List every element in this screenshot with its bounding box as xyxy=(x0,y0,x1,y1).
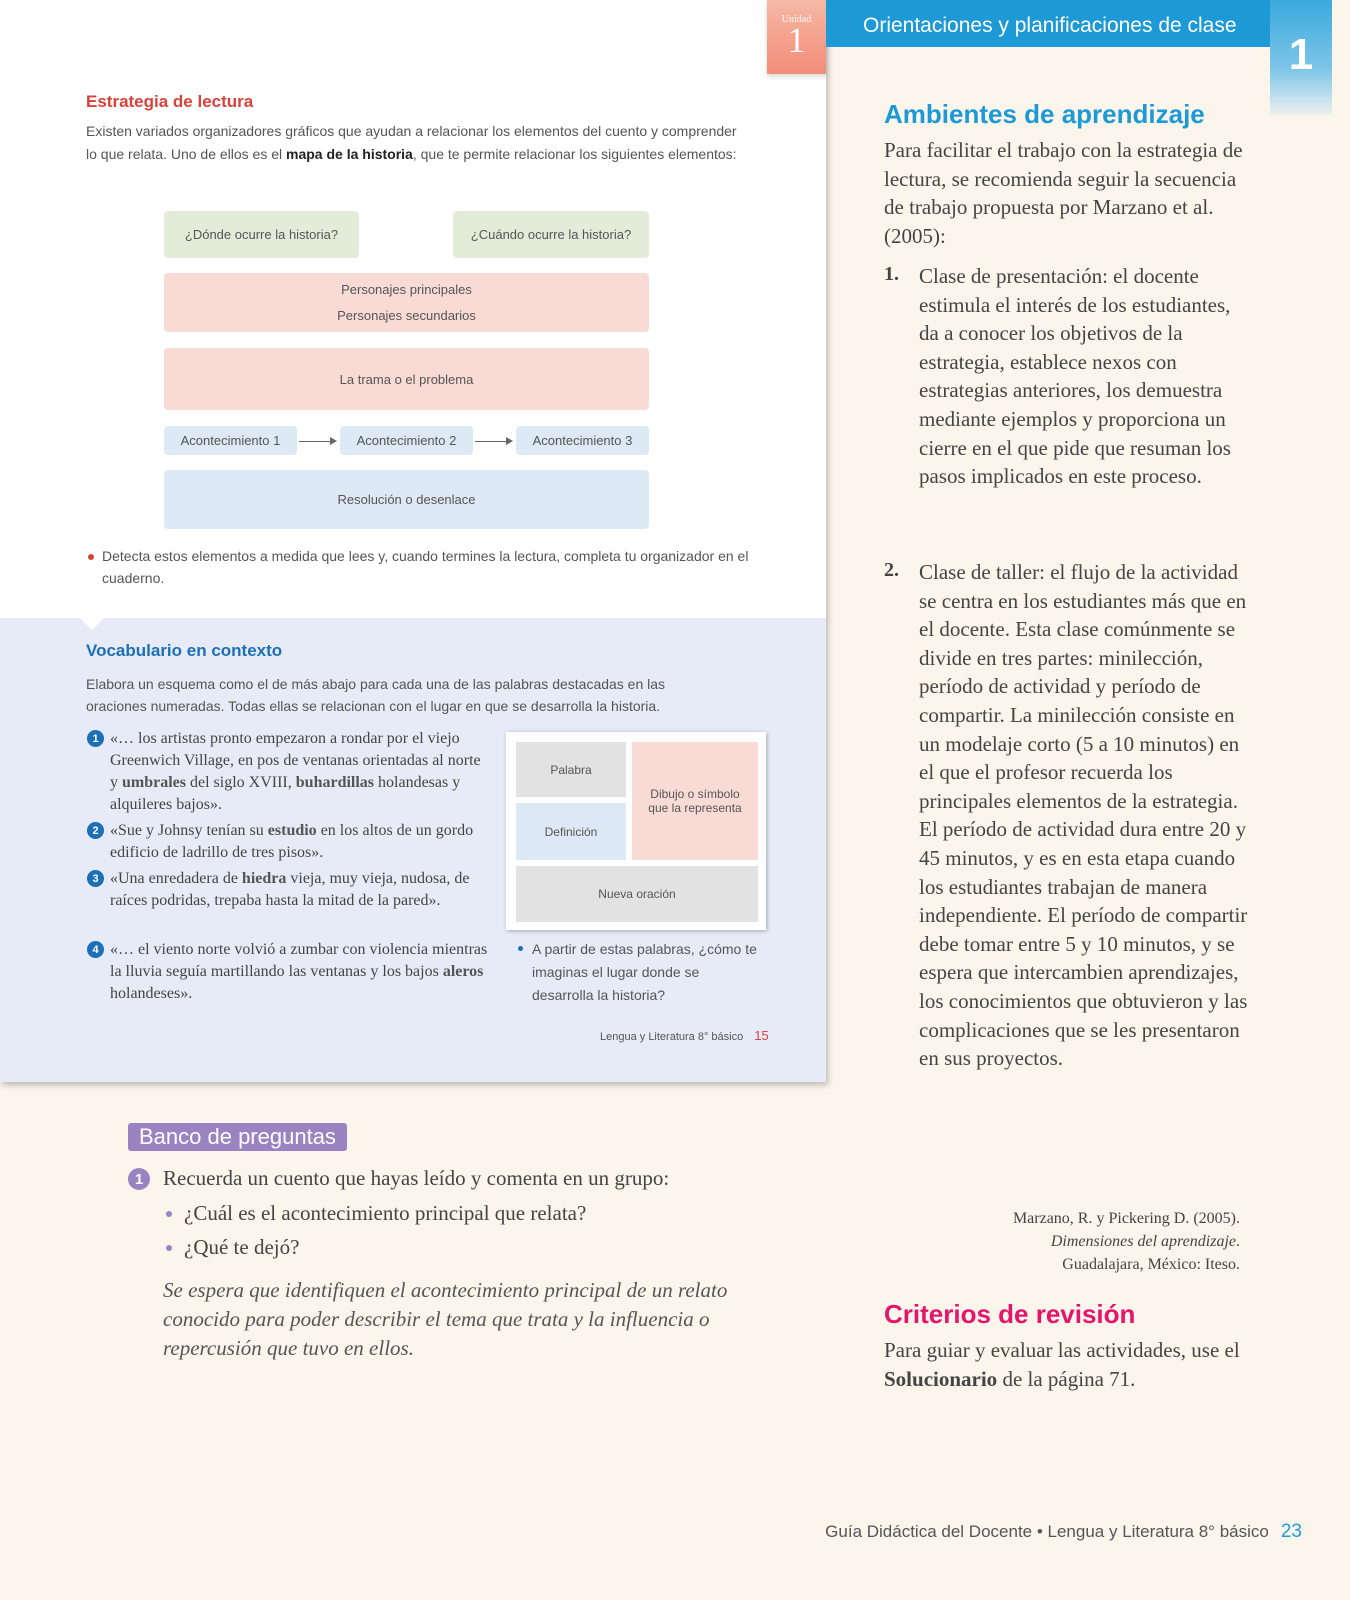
definicion-box: Definición xyxy=(516,803,626,860)
list-number-1: 1. xyxy=(884,263,899,285)
reference-line-3: Guadalajara, México: Iteso. xyxy=(1062,1256,1240,1273)
ambientes-item-1: Clase de presentación: el docente estimula el interés de los estudiantes, da a conocer los objetivos de la estrategia, establece nexos con estrategias anteriores, los demuestra mediante ejemplos y proporciona un cierre en el que pide que resuman los pasos implicados en este proceso. xyxy=(919,264,1231,489)
criterios-text-end: de la página 71. xyxy=(997,1366,1136,1391)
event-box-3: Acontecimiento 3 xyxy=(516,426,649,455)
section-notch xyxy=(80,618,104,630)
estrategia-title: Estrategia de lectura xyxy=(86,92,254,111)
solucionario-bold: Solucionario xyxy=(884,1366,998,1391)
page-footer xyxy=(825,1521,1302,1543)
reference-title: Dimensiones del aprendizaje xyxy=(1050,1233,1236,1250)
intro-bold: mapa de la historia xyxy=(286,146,413,162)
reference-line-2 xyxy=(900,1230,1240,1253)
unit-label: Unidad xyxy=(781,14,812,25)
oracion-box: Nueva oración xyxy=(516,866,758,922)
criterios-text-start: Para guiar y evaluar las actividades, use el xyxy=(884,1338,1240,1362)
student-footer-text: Lengua y Literatura 8° básico xyxy=(600,1031,744,1043)
highlight-word: hiedra xyxy=(241,870,287,887)
quote-text: holandesas y alquileres bajos». xyxy=(110,774,461,813)
quote-number-3: 3 xyxy=(87,870,104,887)
quote-3 xyxy=(110,868,490,912)
banco-answer: Se espera que identifiquen el acontecimiento principal de un relato conocido para poder describir el tema que trata y la influencia o repercusión que tuvo en ellos. xyxy=(163,1278,728,1360)
plot-box: La trama o el problema xyxy=(164,348,649,410)
bullet-icon xyxy=(166,1245,172,1251)
quote-text: vieja, muy vieja, nudosa, de raíces podridas, trepaba hasta la mitad de la pared». xyxy=(110,870,470,909)
quote-text: del siglo XVIII, xyxy=(186,774,296,791)
vocabulario-question: A partir de estas palabras, ¿cómo te imaginas el lugar donde se desarrolla la historia? xyxy=(532,941,757,1003)
student-page-footer xyxy=(600,1028,769,1043)
bullet-icon xyxy=(166,1211,172,1217)
footer-page-number: 23 xyxy=(1280,1521,1302,1542)
vocabulary-diagram xyxy=(506,732,766,930)
banco-bullet-2: ¿Qué te dejó? xyxy=(184,1235,300,1259)
quote-text: «… los artistas pronto empezaron a rondar por el viejo Greenwich Village, en pos de ventanas orientadas al norte y xyxy=(110,730,481,791)
intro-text: Existen variados organizadores gráficos que ayudan a relacionar los elementos del cuento y comprender lo que relata. Uno de ellos es el xyxy=(86,123,737,162)
bullet-icon xyxy=(518,946,523,951)
banco-label: Banco de preguntas xyxy=(128,1123,347,1151)
banco-bullet-1: ¿Cuál es el acontecimiento principal que relata? xyxy=(184,1201,587,1225)
palabra-box: Palabra xyxy=(516,742,626,797)
footer-text: Guía Didáctica del Docente • Lengua y Literatura 8° básico xyxy=(825,1522,1269,1541)
where-box: ¿Dónde ocurre la historia? xyxy=(164,211,359,258)
estrategia-intro xyxy=(86,120,746,166)
quote-1 xyxy=(110,728,490,816)
when-box: ¿Cuándo ocurre la historia? xyxy=(453,211,649,258)
detect-note: Detecta estos elementos a medida que lees y, cuando termines la lectura, completa tu organizador en el cuaderno. xyxy=(102,548,749,586)
quote-number-4: 4 xyxy=(87,941,104,958)
vocabulario-title: Vocabulario en contexto xyxy=(86,641,283,660)
arrow-icon xyxy=(299,441,335,442)
highlight-word: estudio xyxy=(267,822,317,839)
highlight-word: buhardillas xyxy=(295,774,375,791)
quote-text: en los altos de un gordo edificio de ladrillo de tres pisos». xyxy=(110,822,474,861)
intro-text-end: , que te permite relacionar los siguientes elementos: xyxy=(412,146,737,162)
unit-tab xyxy=(767,0,826,74)
banco-number: 1 xyxy=(128,1168,150,1190)
quote-text: «Sue y Johnsy tenían su xyxy=(110,822,268,839)
header-title: Orientaciones y planificaciones de clase xyxy=(863,14,1237,37)
student-page-number: 15 xyxy=(754,1028,769,1043)
criterios-text xyxy=(884,1336,1254,1393)
ambientes-title: Ambientes de aprendizaje xyxy=(884,99,1205,129)
ambientes-intro: Para facilitar el trabajo con la estrategia de lectura, se recomienda seguir la secuencia de trabajo propuesta por Marzano et al. (2005): xyxy=(884,138,1243,248)
quote-2 xyxy=(110,820,490,864)
main-characters: Personajes principales xyxy=(341,281,472,297)
arrow-icon xyxy=(475,441,511,442)
unit-number: 1 xyxy=(787,20,806,60)
banco-question: Recuerda un cuento que hayas leído y comenta en un grupo: xyxy=(163,1166,670,1190)
reference-dot: . xyxy=(1236,1233,1240,1250)
resolution-box: Resolución o desenlace xyxy=(164,470,649,529)
secondary-characters: Personajes secundarios xyxy=(337,307,476,323)
dibujo-box: Dibujo o símbolo que la representa xyxy=(632,742,758,860)
characters-box xyxy=(164,273,649,332)
quote-4 xyxy=(110,939,490,1005)
quote-number-2: 2 xyxy=(87,822,104,839)
event-box-1: Acontecimiento 1 xyxy=(164,426,297,455)
event-box-2: Acontecimiento 2 xyxy=(340,426,473,455)
highlight-word: umbrales xyxy=(122,774,186,791)
highlight-word: aleros xyxy=(442,963,484,980)
ambientes-item-2: Clase de taller: el flujo de la actividad se centra en los estudiantes más que en el docente. Esta clase comúnmente se divide en tres partes: minilección, período de actividad y período de compartir. La minilección consiste en un modelaje corto (5 a 10 minutos) en el que el profesor recuerda los principales elementos de la estrategia. El período de actividad dura entre 20 y 45 minutos, y es en esta etapa cuando los estudiantes trabajan de manera independiente. El período de compartir debe tomar entre 5 y 10 minutos, y se espera que intercambien aprendizajes, los conocimientos que obtuvieron y las complicaciones que se les presentaron en sus proyectos. xyxy=(919,560,1248,1071)
criterios-title: Criterios de revisión xyxy=(884,1299,1136,1329)
chapter-tab: 1 xyxy=(1270,0,1332,115)
vocabulario-intro: Elabora un esquema como el de más abajo para cada una de las palabras destacadas en las oraciones numeradas. Todas ellas se relacionan con el lugar en que se desarrolla la historia. xyxy=(86,676,666,714)
quote-text: «… el viento norte volvió a zumbar con violencia mientras la lluvia seguía martillando las ventanas y los bajos xyxy=(110,941,488,980)
reference-line-1: Marzano, R. y Pickering D. (2005). xyxy=(1012,1210,1240,1227)
quote-text: «Una enredadera de xyxy=(110,870,242,887)
quote-number-1: 1 xyxy=(87,730,104,747)
quote-text: holandeses». xyxy=(110,985,193,1002)
bullet-icon xyxy=(88,554,94,560)
list-number-2: 2. xyxy=(884,559,899,581)
